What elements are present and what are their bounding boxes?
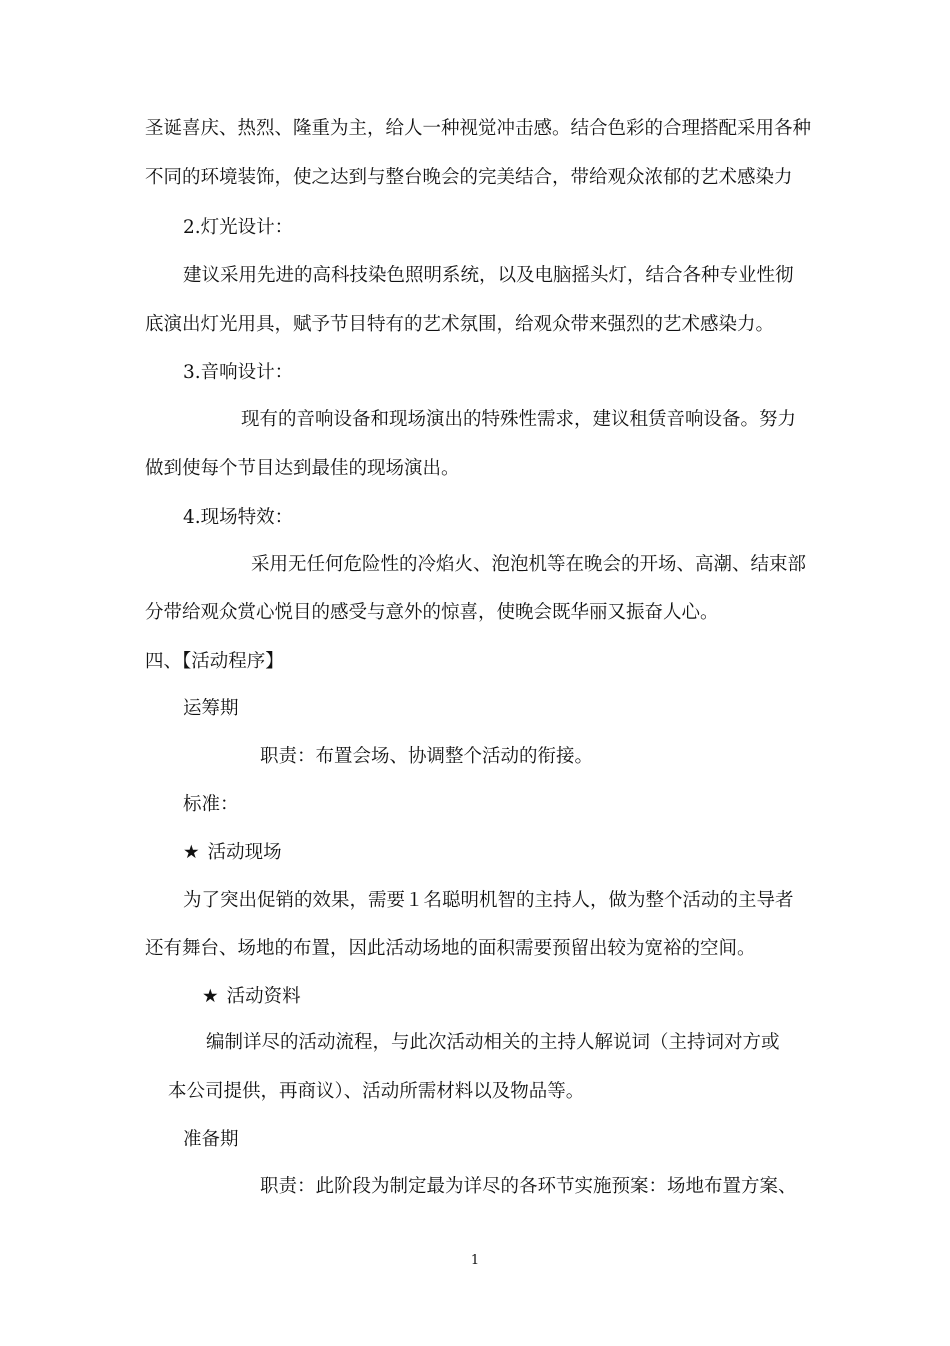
paragraph-line: 底演出灯光用具，赋予节目特有的艺术氛围，给观众带来强烈的艺术感染力。 xyxy=(145,314,775,335)
section-heading: 2.灯光设计： xyxy=(183,217,294,238)
phase-heading: 运筹期 xyxy=(183,698,239,719)
paragraph-line: 建议采用先进的高科技染色照明系统，以及电脑摇头灯，结合各种专业性彻 xyxy=(183,265,794,286)
paragraph-line: 圣诞喜庆、热烈、隆重为主，给人一种视觉冲击感。结合色彩的合理搭配采用各种 xyxy=(145,118,812,139)
page-number: 1 xyxy=(470,1253,480,1268)
paragraph-line: 现有的音响设备和现场演出的特殊性需求，建议租赁音响设备。努力 xyxy=(241,409,797,430)
paragraph-line: 做到使每个节目达到最佳的现场演出。 xyxy=(145,458,460,479)
section-heading: 3.音响设计： xyxy=(183,362,294,383)
section-heading: 4.现场特效： xyxy=(183,507,294,528)
star-icon: ★ xyxy=(183,842,200,863)
paragraph-line: 编制详尽的活动流程，与此次活动相关的主持人解说词（主持词对方或 xyxy=(206,1032,780,1053)
paragraph-line: 职责：此阶段为制定最为详尽的各环节实施预案：场地布置方案、 xyxy=(260,1176,797,1197)
bullet-item xyxy=(183,841,282,865)
bullet-text: 活动资料 xyxy=(226,986,301,1007)
bullet-text: 活动现场 xyxy=(207,842,282,863)
bullet-item xyxy=(202,985,301,1009)
paragraph-line: 本公司提供，再商议）、活动所需材料以及物品等。 xyxy=(168,1081,585,1102)
paragraph-line: 不同的环境装饰，使之达到与整台晚会的完美结合，带给观众浓郁的艺术感染力 xyxy=(145,167,793,188)
phase-heading: 准备期 xyxy=(183,1129,239,1150)
chapter-heading: 四、【活动程序】 xyxy=(145,651,284,672)
paragraph-line: 采用无任何危险性的冷焰火、泡泡机等在晚会的开场、高潮、结束部 xyxy=(251,554,807,575)
paragraph-line: 职责：布置会场、协调整个活动的衔接。 xyxy=(260,746,594,767)
subheading: 标准： xyxy=(183,794,239,815)
paragraph-line: 还有舞台、场地的布置，因此活动场地的面积需要预留出较为宽裕的空间。 xyxy=(145,938,756,959)
paragraph-line: 为了突出促销的效果，需要１名聪明机智的主持人，做为整个活动的主导者 xyxy=(183,890,794,911)
star-icon: ★ xyxy=(202,986,219,1007)
paragraph-line: 分带给观众赏心悦目的感受与意外的惊喜，使晚会既华丽又振奋人心。 xyxy=(145,602,719,623)
